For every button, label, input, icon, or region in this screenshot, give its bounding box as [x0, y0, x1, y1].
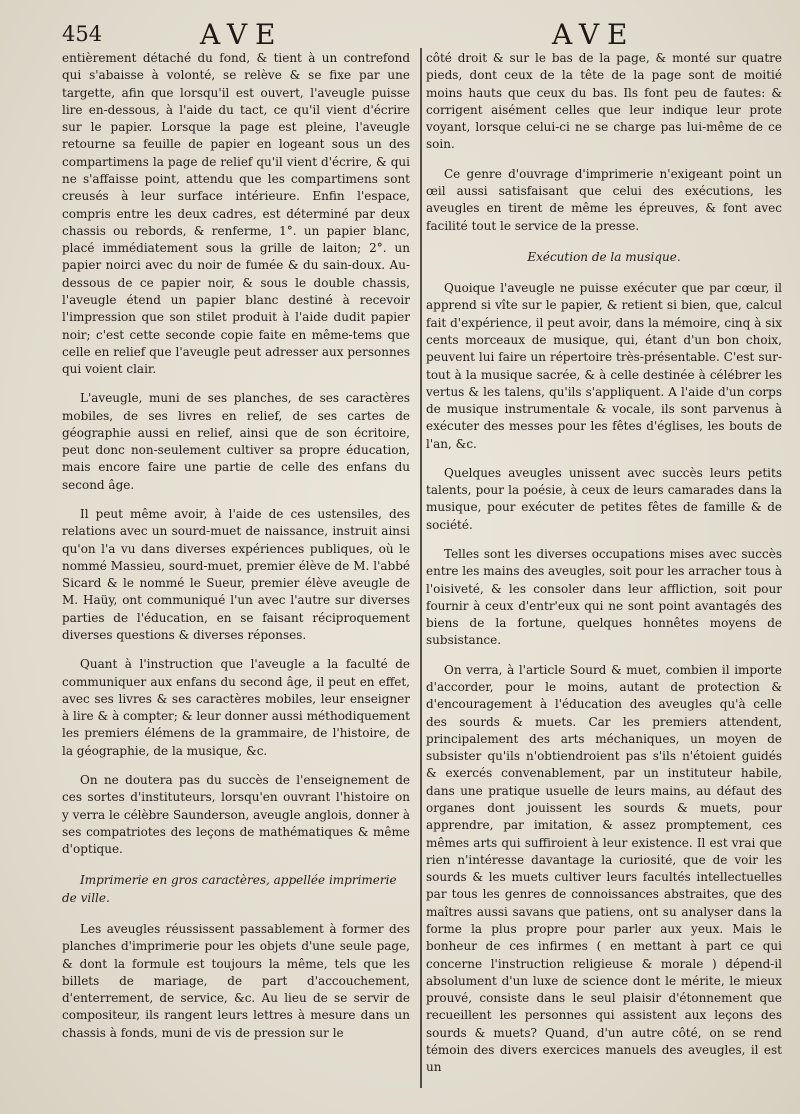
paragraph: On ne doutera pas du succès de l'enseignement de ces sortes d'instituteurs, lorsqu'en ouvrant l'histoire on y verra le célèbre Saunderson, aveugle anglois, donner à ses compatriotes des leçons de mathématiques & même d'optique.	[62, 772, 410, 857]
paragraph: Telles sont les diverses occupations mises avec succès entre les mains des aveugles, soit pour les arracher tous à l'oisiveté, & les consoler dans leur affliction, soit pour fournir à ceux d'entr'eux qui ne sont point avantagés des biens de la fortune, quelques honnêtes moyens de subsistance.	[426, 547, 782, 648]
page-number: 454	[62, 22, 103, 46]
section-heading: Imprimerie en gros caractères, appellée imprimerie de ville.	[62, 873, 397, 905]
paragraph: L'aveugle, muni de ses planches, de ses caractères mobiles, de ses livres en relief, de ses cartes de géographie aussi en relief, ainsi que de son écritoire, peut donc non-seulement cultiver sa propre éducation, mais encore faire une partie de celle des enfans du second âge.	[62, 391, 410, 492]
section-heading: Exécution de la musique.	[527, 249, 681, 264]
paragraph: entièrement détaché du fond, & tient à un contrefond qui s'abaisse à volonté, se relève & se fixe par une targette, afin que lorsqu'il est ouvert, l'aveugle puisse lire en-dessous, à l'aide du tact, ce qu'il vient d'écrire sur le papier. Lorsque la page est pleine, l'aveugle retourne sa feuille de papier en logeant sous un des compartimens la page de relief qu'il vient d'écrire, & qui ne s'affaisse point, attendu que les compartimens sont creusés à leur surface intérieure. Enfin l'espace, compris entre les deux cadres, est déterminé par deux chassis ou rebords, & renferme, 1°. un papier blanc, placé immédiatement sous la grille de laiton; 2°. un papier noirci avec du noir de fumée & du sain-doux. Au-dessous de ce papier noir, & sous le double chassis, l'aveugle étend un papier blanc destiné à recevoir l'impression que son stilet produit à l'aide dudit papier noir; c'est cette seconde copie faite en même-tems que celle en relief que l'aveugle peut adresser aux personnes qui voient clair.	[62, 51, 410, 377]
paragraph: Il peut même avoir, à l'aide de ces ustensiles, des relations avec un sourd-muet de naissance, instruit ainsi qu'on l'a vu dans diverses expériences publiques, où le nommé Massieu, sourd-muet, premier élève de M. l'abbé Sicard & le nommé le Sueur, premier élève aveugle de M. Haüy, ont communiqué l'un avec l'autre sur diverses parties de l'éducation, en se faisant réciproquement diverses questions & diverses réponses.	[62, 507, 410, 642]
paragraph: côté droit & sur le bas de la page, & monté sur quatre pieds, dont ceux de la tête de la page sont de moitié moins hauts que ceux du bas. Ils font peu de fautes: & corrigent aisément celles que leur indique leur prote voyant, lorsque celui-ci ne se charge pas lui-même de ce soin.	[426, 51, 782, 152]
page-header	[0, 12, 800, 52]
paragraph: Quoique l'aveugle ne puisse exécuter que par cœur, il apprend si vîte sur le papier, & retient si bien, que, calcul fait d'expérience, il peut avoir, dans la mémoire, cinq à six cents morceaux de musique, qui, étant d'un bon choix, peuvent lui faire un répertoire très-présentable. C'est sur-tout à la musique sacrée, & à celle destinée à célébrer les vertus & les talens, qu'ils s'appliquent. A l'aide d'un corps de musique instrumentale & vocale, ils sont parvenus à exécuter des messes pour les fêtes d'églises, les bouts de l'an, &c.	[426, 281, 782, 451]
column-divider	[420, 48, 422, 1088]
right-column	[426, 50, 782, 1088]
paragraph: Quelques aveugles unissent avec succès leurs petits talents, pour la poésie, à ceux de leurs camarades dans la musique, pour exécuter de petites fêtes de famille & de société.	[426, 465, 782, 532]
running-head-right: AVE	[552, 18, 636, 51]
left-column	[62, 50, 410, 1054]
paragraph: Quant à l'instruction que l'aveugle a la faculté de communiquer aux enfans du second âge, il peut en effet, avec ses livres & ses caractères mobiles, leur enseigner à lire & à compter; & leur donner aussi méthodiquement les premiers élémens de la grammaire, de l'histoire, de la géographie, de la musique, &c.	[62, 657, 410, 758]
paragraph: Les aveugles réussissent passablement à former des planches d'imprimerie pour les objets d'une seule page, & dont la formule est toujours la même, tels que les billets de mariage, de part d'accouchement, d'enterrement, de service, &c. Au lieu de se servir de compositeur, ils rangent leurs lettres à mesure dans un chassis à fonds, muni de vis de pression sur le	[62, 921, 410, 1040]
running-head-left: AVE	[200, 18, 284, 51]
paragraph: On verra, à l'article Sourd & muet, combien il importe d'accorder, pour le moins, autant de protection & d'encouragement à l'éducation des aveugles qu'à celle des sourds & muets. Car les premiers attendent, principalement des arts méchaniques, un moyen de subsister qu'ils n'obtiendroient pas s'ils n'étoient guidés & exercés convenablement, par un instituteur habile, dans une pratique usuelle de leurs mains, au défaut des organes dont jouissent les sourds & muets, pour apprendre, par imitation, & assez promptement, ces mêmes arts qui suffiroient à leur existence. Il est vrai que rien n'intéresse davantage la curiosité, que de voir les sourds & les muets cultiver leurs facultés intellectuelles par tous les genres de connoissances abstraites, que des maîtres aussi savans que patiens, ont su analyser dans la forme la plus propre pour parler aux yeux. Mais le bonheur de ces infirmes ( en mettant à part ce qui concerne l'instruction religieuse & morale ) dépend-il absolument d'un luxe de science dont le mérite, le mieux prouvé, consiste dans le seul plaisir d'étonnement que recueillent les personnes qui assistent aux leçons des sourds & muets? Quand, d'un autre côté, on se rend témoin des divers exercices manuels des aveugles, il est un	[426, 662, 782, 1075]
paragraph: Ce genre d'ouvrage d'imprimerie n'exigeant point un œil aussi satisfaisant que celui des exécutions, les aveugles en tirent de même les épreuves, & font avec facilité tout le service de la presse.	[426, 166, 782, 233]
